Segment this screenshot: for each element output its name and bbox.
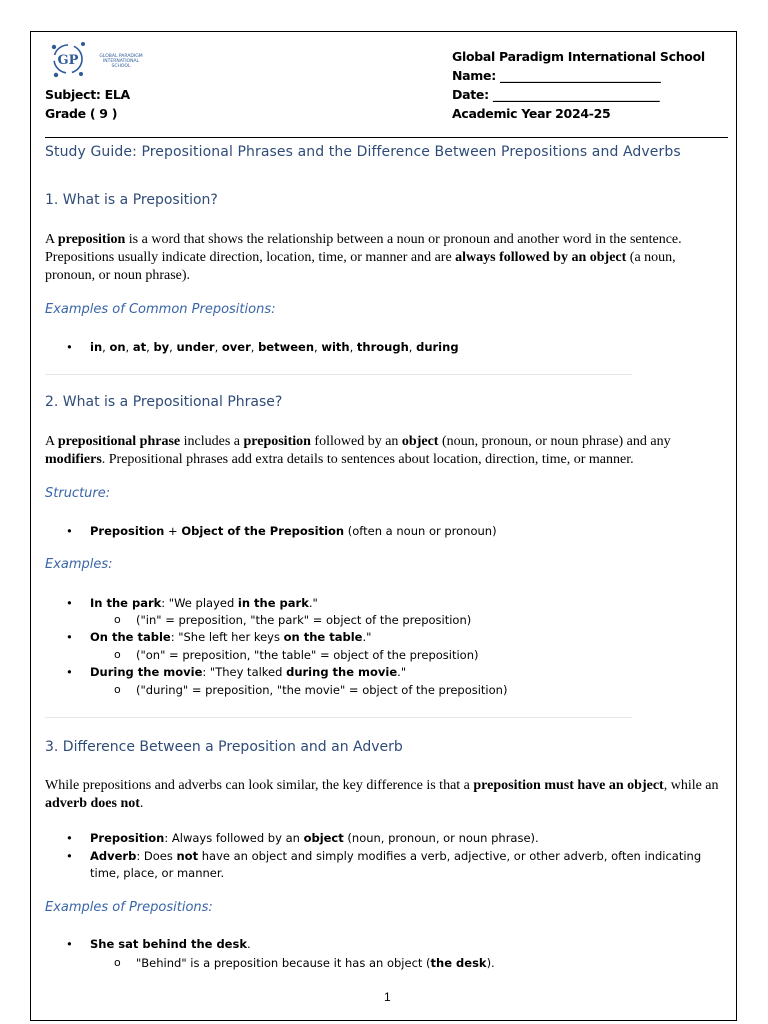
section-3-heading: 3. Difference Between a Preposition and an Adverb [45, 739, 403, 755]
sub-list-item [114, 611, 472, 629]
preposition-word: on [109, 340, 126, 354]
bullet-icon: • [66, 665, 73, 679]
list-item [66, 935, 251, 953]
text: While prepositions and adverbs can look similar, the key difference is that a [45, 778, 474, 793]
separator: , [314, 340, 322, 354]
text: "Behind" is a preposition because it has an object ( [136, 956, 431, 970]
separator: , [146, 340, 154, 354]
text: . [246, 937, 251, 951]
preposition-word: by [153, 340, 170, 354]
bold-text: modifiers [45, 452, 102, 467]
preposition-word: during [416, 340, 459, 354]
logo-line: SCHOOL [111, 64, 131, 69]
text: : Always followed by an [164, 831, 304, 845]
bold-text: in the park [237, 596, 309, 610]
bullet-icon: • [66, 831, 73, 845]
sub-list-item [114, 681, 508, 699]
text: A [45, 434, 58, 449]
logo-letters: GP [57, 53, 79, 68]
bold-text: adverb does not [45, 796, 140, 811]
date-field: Date: ____________________________ [452, 87, 660, 102]
text: ("during" = preposition, "the movie" = object of the preposition) [136, 683, 508, 697]
bold-text: during the movie [286, 665, 398, 679]
examples-subheading: Examples: [45, 557, 113, 572]
bold-text: In the park [90, 596, 162, 610]
list-item [66, 829, 539, 847]
separator: , [214, 340, 222, 354]
list-item [66, 848, 710, 882]
page-title: Study Guide: Prepositional Phrases and the Difference Between Prepositions and Adverbs [45, 144, 681, 160]
list-item [66, 338, 459, 356]
bold-text: preposition must have an object [473, 778, 664, 793]
text: ." [397, 665, 407, 679]
text: ("on" = preposition, "the table" = object of the preposition) [136, 648, 479, 662]
text: : "We played [161, 596, 238, 610]
list-item [66, 628, 372, 646]
preposition-word: between [258, 340, 315, 354]
logo-text [91, 54, 151, 69]
text: . [139, 796, 144, 811]
bold-text: On the table [90, 630, 171, 644]
academic-year: Academic Year 2024-25 [452, 106, 611, 121]
section-3-paragraph [45, 777, 725, 813]
separator: , [125, 340, 133, 354]
header-left [45, 38, 155, 121]
text: includes a [180, 434, 244, 449]
sub-bullet-icon: o [114, 956, 121, 969]
preposition-word: with [321, 340, 350, 354]
list-item [66, 663, 407, 681]
bullet-icon: • [66, 340, 73, 354]
page-number: 1 [384, 990, 391, 1004]
text: ). [486, 956, 495, 970]
bold-text: She sat behind the desk [90, 937, 247, 951]
grade-label: Grade ( 9 ) [45, 106, 118, 121]
structure-subheading: Structure: [45, 486, 111, 501]
text: : "She left her keys [170, 630, 284, 644]
sub-list-item [114, 954, 495, 972]
bullet-icon: • [66, 849, 73, 863]
bold-text: always followed by an object [455, 250, 627, 265]
name-field: Name: ___________________________ [452, 68, 661, 83]
sub-bullet-icon: o [114, 648, 121, 661]
text: A [45, 232, 58, 247]
bold-text: During the movie [90, 665, 203, 679]
text: (noun, pronoun, or noun phrase) and any [438, 434, 671, 449]
section-1-paragraph [45, 231, 725, 285]
bullet-icon: • [66, 596, 73, 610]
text: : Does [136, 849, 177, 863]
bold-text: Preposition [90, 831, 165, 845]
text: ." [308, 596, 318, 610]
bold-text: on the table [283, 630, 363, 644]
header-right [452, 47, 705, 123]
section-2-heading: 2. What is a Prepositional Phrase? [45, 394, 283, 410]
text: ." [362, 630, 372, 644]
separator: , [102, 340, 110, 354]
text: followed by an [310, 434, 402, 449]
logo-mark-icon [45, 38, 91, 80]
section-3-subheading: Examples of Prepositions: [45, 900, 213, 915]
section-divider [45, 374, 632, 375]
text: ("in" = preposition, "the park" = object of the preposition) [136, 613, 472, 627]
text: (noun, pronoun, or noun phrase). [343, 831, 539, 845]
subject-label: Subject: ELA [45, 87, 130, 102]
text: (often a noun or pronoun) [344, 524, 497, 538]
text: , while an [663, 778, 719, 793]
section-divider [45, 717, 632, 718]
bullet-icon: • [66, 630, 73, 644]
bold-text: Preposition [90, 524, 165, 538]
text: is a word that shows the relationship between a noun or pronoun and another word in the sentence. Prepositions usually indicate direction, location, time, or manner and are [45, 232, 682, 265]
school-logo [45, 38, 155, 84]
section-2-paragraph [45, 433, 725, 469]
text: . Prepositional phrases add extra details to sentences about location, direction, time, or manner. [101, 452, 634, 467]
bold-text: not [176, 849, 199, 863]
list-item [66, 594, 318, 612]
bold-text: object [401, 434, 439, 449]
preposition-word: through [356, 340, 409, 354]
bold-text: prepositional phrase [57, 434, 181, 449]
sub-bullet-icon: o [114, 613, 121, 626]
preposition-word: over [221, 340, 251, 354]
header-rule [45, 137, 728, 138]
bullet-icon: • [66, 524, 73, 538]
bold-text: preposition [57, 232, 126, 247]
bullet-icon: • [66, 937, 73, 951]
separator: , [408, 340, 417, 354]
logo-line: GLOBAL PARADIGM [99, 54, 143, 59]
bold-text: preposition [243, 434, 311, 449]
bold-text: object [303, 831, 344, 845]
text: + [164, 524, 182, 538]
bold-text: the desk [430, 956, 487, 970]
sub-bullet-icon: o [114, 683, 121, 696]
school-name: Global Paradigm International School [452, 49, 705, 64]
preposition-word: under [176, 340, 215, 354]
text: have an object and simply modifies a verb, adjective, or other adverb, often indicating time, place, or manner. [90, 849, 702, 880]
section-1-subheading: Examples of Common Prepositions: [45, 302, 276, 317]
section-1-heading: 1. What is a Preposition? [45, 192, 218, 208]
bold-text: Adverb [90, 849, 137, 863]
separator: , [250, 340, 259, 354]
preposition-word: at [132, 340, 147, 354]
separator: , [349, 340, 357, 354]
separator: , [169, 340, 177, 354]
text: : "They talked [202, 665, 287, 679]
list-item [66, 522, 497, 540]
preposition-list [90, 340, 459, 354]
logo-line: INTERNATIONAL [102, 59, 140, 64]
text: (a noun, pronoun, or noun phrase). [45, 250, 676, 283]
bold-text: Object of the Preposition [181, 524, 345, 538]
preposition-word: in [90, 340, 103, 354]
sub-list-item [114, 646, 479, 664]
